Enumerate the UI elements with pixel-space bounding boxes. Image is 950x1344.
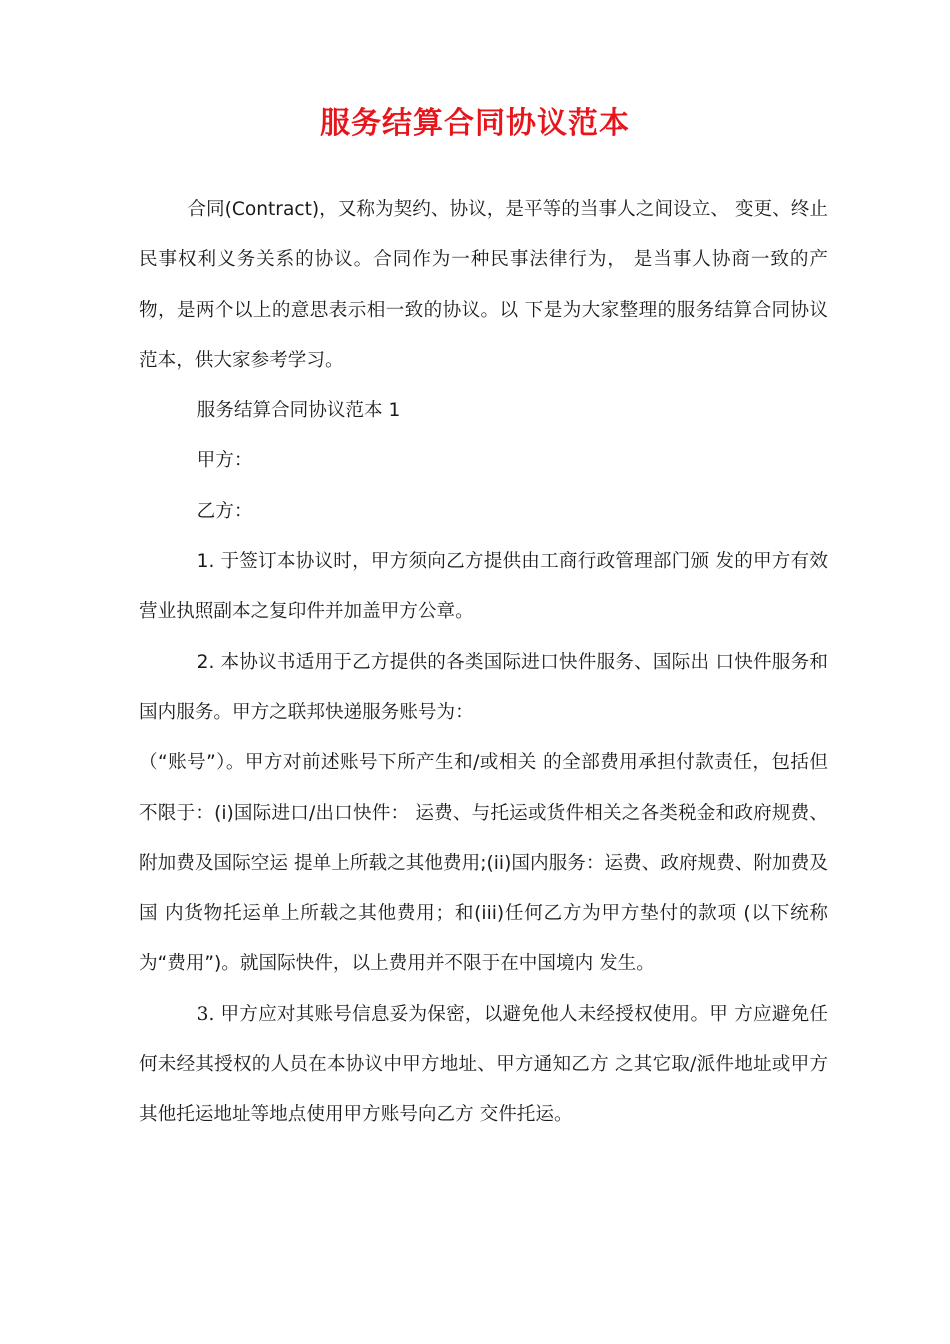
clause-2: 2. 本协议书适用于乙方提供的各类国际进口快件服务、国际出 口快件服务和国内服务。甲方之联邦快递服务账号为： — [139, 651, 828, 723]
document-body — [139, 185, 828, 1141]
section-heading: 服务结算合同协议范本 1 — [196, 400, 401, 422]
party-b-label: 乙方： — [196, 500, 253, 522]
clause-3: 3. 甲方应对其账号信息妥为保密，以避免他人未经授权使用。甲 方应避免任何未经其授权的人员在本协议中甲方地址、甲方通知乙方 之其它取/派件地址或甲方其他托运地址等地点使用甲方账号向乙方 交件托运。 — [139, 1003, 828, 1126]
document-title: 服务结算合同协议范本 — [320, 106, 630, 141]
party-a-label: 甲方： — [196, 450, 253, 472]
intro-paragraph: 合同(Contract)，又称为契约、协议，是平等的当事人之间设立、 变更、终止民事权利义务关系的协议。合同作为一种民事法律行为， 是当事人协商一致的产物，是两个以上的意思表示相一致的协议。以 下是为大家整理的服务结算合同协议范本，供大家参考学习。 — [139, 199, 828, 371]
clause-1: 1. 于签订本协议时，甲方须向乙方提供由工商行政管理部门颁 发的甲方有效营业执照副本之复印件并加盖甲方公章。 — [139, 551, 828, 623]
clause-2-continued: （“账号”）。甲方对前述账号下所产生和/或相关 的全部费用承担付款责任，包括但不限于：(i)国际进口/出口快件： 运费、与托运或货件相关之各类税金和政府规费、附加费及国际空运 提单上所载之其他费用;(ii)国内服务：运费、政府规费、附加费及国 内货物托运单上所载之其他费用；和(iii)任何乙方为甲方垫付的款项 (以下统称为“费用”)。就国际快件，以上费用并不限于在中国境内 发生。 — [139, 752, 828, 975]
